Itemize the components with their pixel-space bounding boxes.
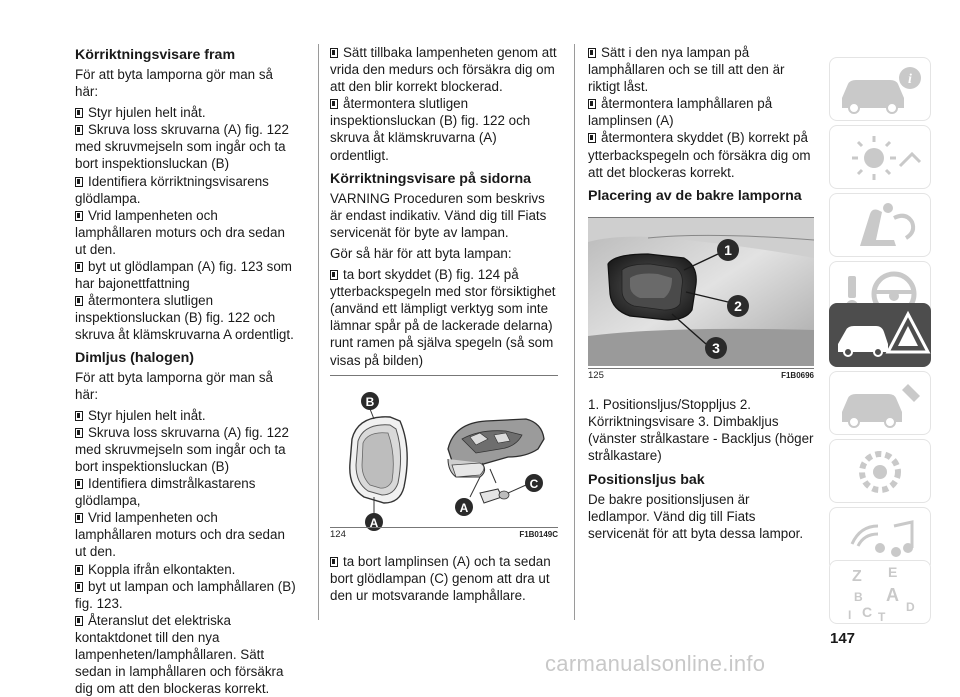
svg-text:C: C [862,604,873,620]
step-checkbox-icon [75,616,83,626]
intro-text: Gör så här för att byta lampan: [330,245,512,261]
heading-front-indicators: Körriktningsvisare fram [75,47,236,63]
step-checkbox-icon [330,270,338,280]
heading-rear-lights-location: Placering av de bakre lamporna [588,187,802,204]
step-item: Vrid lampenheten och lamphållaren moturs och dra sedan ut den. [75,207,285,257]
step-item: återmontera lamphållaren på lamplinsen (A) [588,96,773,129]
step-checkbox-icon [330,557,338,567]
tab-safety[interactable] [829,193,931,257]
step-item: Vrid lampenheten och lamphållaren moturs och dra sedan ut den. [75,510,285,560]
warning-text: VARNING Proceduren som beskrivs är endast indikativ. Vänd dig till Fiats servicenät för byte av lampan. [330,190,547,240]
tab-maintenance[interactable] [829,371,931,435]
label-c: C [529,476,539,491]
rear-light-photo [588,218,814,366]
alphabetical-index-icon [830,561,932,625]
column-divider [574,44,575,620]
step-item: ta bort skyddet (B) fig. 124 på ytterbackspegeln med stor försiktighet (använd ett lämpligt verktyg som inte lämnar spår på de lackerade delarna) runt ramen på själva spegeln (så som visas på bilden) [330,267,556,368]
car-maintenance-icon [830,372,932,436]
step-item: byt ut lampan och lamphållaren (B) fig. 123. [75,578,296,611]
column-3 [588,44,814,542]
svg-text:T: T [878,610,886,624]
label-1: 1 [724,241,732,258]
label-b: B [365,394,375,409]
figure-caption: 1. Positionsljus/Stoppljus 2. Körriktningsvisare 3. Dimbakljus (vänster strålkastare - Backljus (höger strålkastare) [588,396,814,464]
step-checkbox-icon [588,133,596,143]
step-checkbox-icon [75,411,83,421]
step-checkbox-icon [75,582,83,592]
svg-text:D: D [906,600,915,614]
tab-car-info[interactable] [829,57,931,121]
step-item: återmontera slutligen inspektionsluckan (B) fig. 122 och skruva åt klämskruvarna (A) ordentligt. [330,96,531,163]
step-item: Skruva loss skruvarna (A) fig. 122 med skruvmejseln som ingår och ta bort inspektionsluckan (B) [75,122,289,172]
step-checkbox-icon [75,428,83,438]
svg-text:E: E [888,564,898,580]
step-item: återmontera slutligen inspektionsluckan (B) fig. 122 och skruva åt klämskruvarna A ordentligt. [75,293,294,343]
tab-dashboard[interactable] [829,125,931,189]
svg-text:Z: Z [852,568,862,585]
car-breakdown-warning-icon [830,304,932,368]
svg-text:I: I [848,608,852,622]
step-checkbox-icon [588,48,596,58]
step-item: Styr hjulen helt inåt. [75,407,297,424]
svg-text:B: B [854,590,863,604]
intro-text: För att byta lamporna gör man så här: [75,67,273,100]
column-1 [75,44,297,697]
label-3: 3 [712,339,720,356]
step-item: Sätt tillbaka lampenheten genom att vrida den medurs och försäkra dig om att den blir korrekt blockerad. [330,45,557,95]
page-number: 147 [830,630,856,647]
airbag-seat-icon [830,194,932,258]
step-item: Styr hjulen helt inåt. [75,104,297,121]
tab-index[interactable] [829,560,931,624]
step-checkbox-icon [75,296,83,306]
figure-mirror [330,375,558,545]
step-checkbox-icon [330,48,338,58]
step-item: Återanslut det elektriska kontaktdonet till den nya lampenheten/lamphållaren. Sätt sedan in lamphållaren och försäkra dig om att den blockeras korrekt. [75,612,284,697]
watermark: carmanualsonline.info [545,651,766,676]
step-checkbox-icon [588,99,596,109]
column-2 [330,44,558,604]
figure-top-rule [330,375,558,376]
step-checkbox-icon [75,262,83,272]
svg-text:A: A [886,585,899,605]
step-item: återmontera skyddet (B) korrekt på ytterbackspegeln och försäkra dig om att det blockeras korrekt. [588,130,811,180]
heading-fog-lights: Dimljus (halogen) [75,349,195,366]
svg-text:i: i [908,72,912,87]
tab-emergency[interactable] [829,303,931,367]
step-item: Sätt i den nya lampan på lamphållaren och se till att den är riktigt låst. [588,45,785,95]
step-checkbox-icon [330,99,338,109]
figure-code: F1B0149C [519,529,558,539]
tab-technical-data[interactable] [829,439,931,503]
column-divider [318,44,319,620]
step-item: Identifiera dimstrålkastarens glödlampa, [75,476,256,509]
heading-side-indicators: Körriktningsvisare på sidorna [330,170,532,187]
figure-number: 125 [588,369,604,381]
step-item: Identifiera körriktningsvisarens glödlampa. [75,173,269,206]
intro-text: För att byta lamporna gör man så här: [75,369,273,402]
figure-rear-lights [588,211,814,386]
label-a: A [369,515,379,530]
step-checkbox-icon [75,108,83,118]
step-item: Skruva loss skruvarna (A) fig. 122 med skruvmejseln som ingår och ta bort inspektionsluckan (B) [75,424,289,474]
step-item: byt ut glödlampan (A) fig. 123 som har bajonettfattning [75,259,292,292]
heading-rear-position-lights: Positionsljus bak [588,472,705,489]
step-item: ta bort lamplinsen (A) och ta sedan bort glödlampan (C) genom att dra ut den ur motsvarande lamphållare. [330,553,551,603]
step-checkbox-icon [75,177,83,187]
step-item: Koppla ifrån elkontakten. [75,561,297,578]
figure-number: 124 [330,528,346,540]
step-checkbox-icon [75,211,83,221]
label-2: 2 [734,297,742,314]
figure-code: F1B0696 [781,370,814,380]
step-checkbox-icon [75,513,83,523]
car-technical-icon [830,440,932,504]
body-text: De bakre positionsljusen är ledlampor. Vänd dig till Fiats servicenät för att byta dessa lampor. [588,492,804,542]
step-checkbox-icon [75,565,83,575]
car-info-icon [830,58,932,122]
mirror-illustration [330,379,558,529]
label-a: A [459,500,469,515]
dashboard-lights-icon [830,126,932,190]
step-checkbox-icon [75,479,83,489]
step-checkbox-icon [75,125,83,135]
